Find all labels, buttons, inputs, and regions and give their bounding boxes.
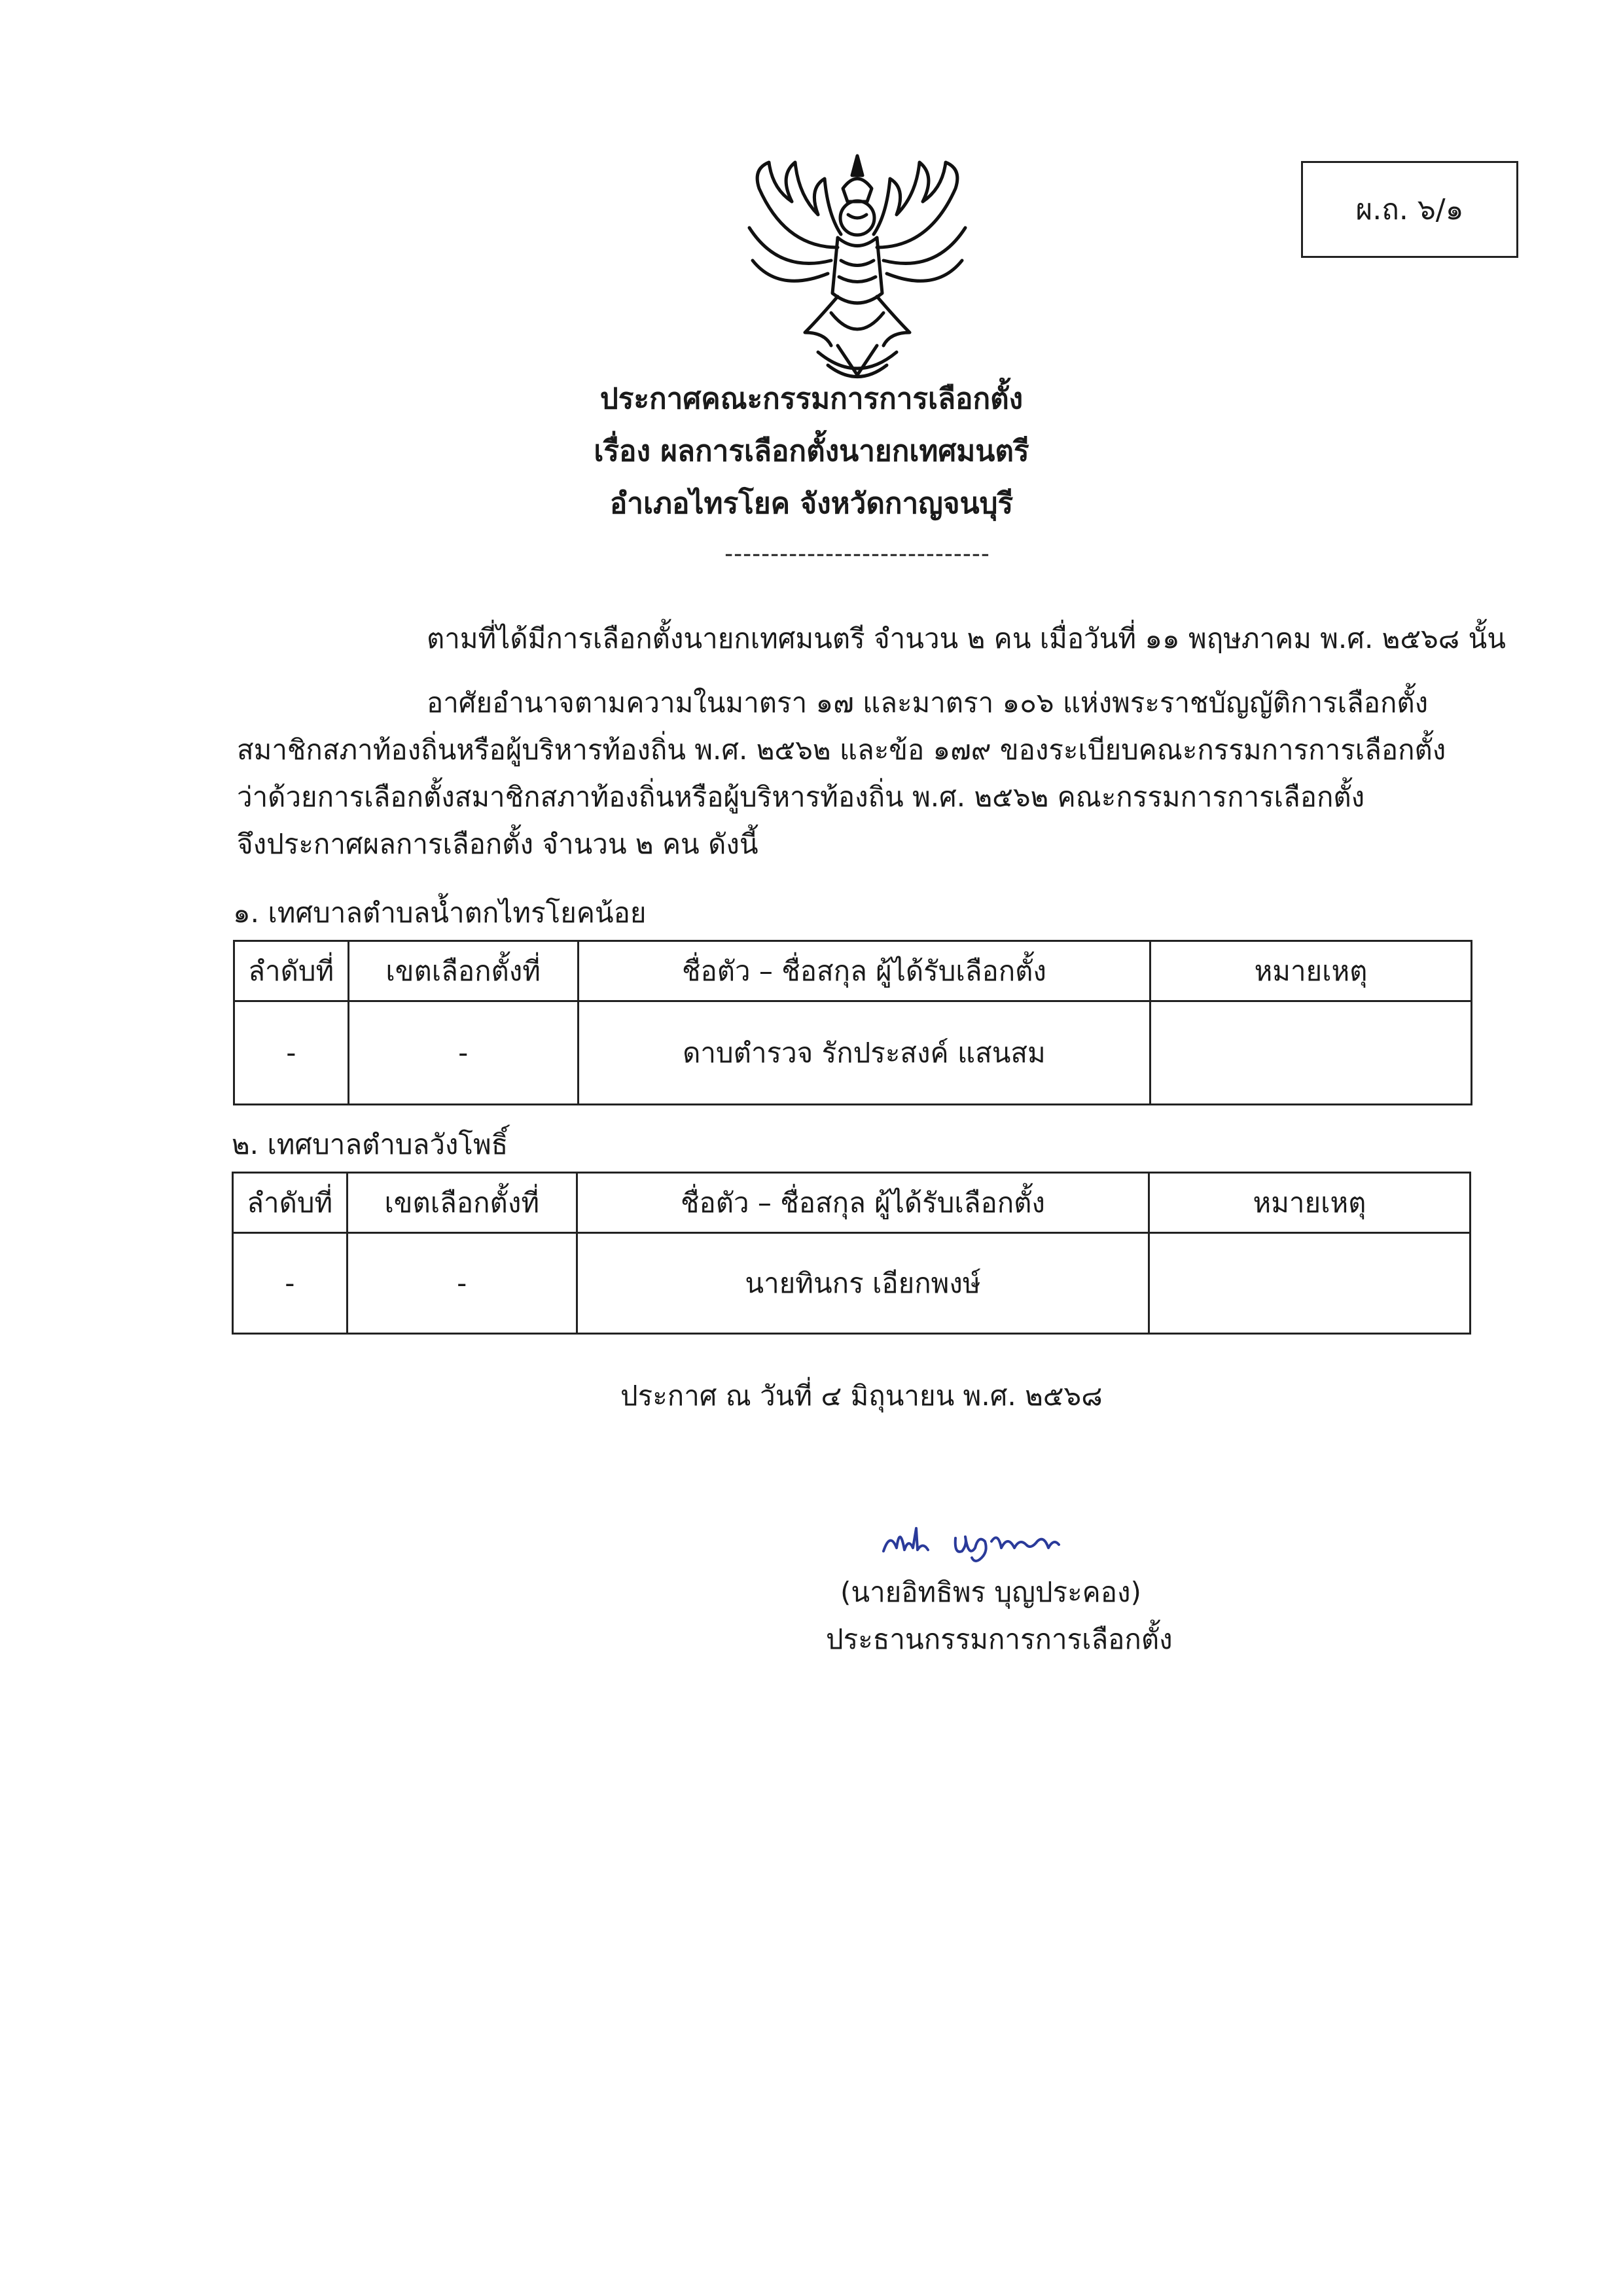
cell-remark — [1150, 1001, 1472, 1105]
table-header-row — [234, 941, 1472, 1001]
heading-line-3: อำเภอไทรโยค จังหวัดกาญจนบุรี — [609, 487, 1014, 520]
signer-name: (นายอิทธิพร บุญประคอง) — [840, 1576, 1141, 1608]
table-header-row — [233, 1173, 1471, 1233]
cell-remark — [1149, 1233, 1471, 1334]
header-order: ลำดับที่ — [233, 1173, 348, 1233]
result-table-2 — [232, 1172, 1471, 1335]
result-table-1 — [233, 940, 1472, 1105]
table-row — [233, 1233, 1471, 1334]
header-district: เขตเลือกตั้งที่ — [348, 941, 578, 1001]
cell-district: - — [348, 1001, 578, 1105]
paragraph-2-line-4: จึงประกาศผลการเลือกตั้ง จำนวน ๒ คน ดังนี้ — [237, 828, 758, 860]
header-order: ลำดับที่ — [234, 941, 349, 1001]
signature-icon — [877, 1512, 1113, 1571]
garuda-emblem-icon — [733, 149, 982, 391]
form-code-box — [1301, 161, 1518, 258]
table-row — [234, 1001, 1472, 1105]
form-code: ผ.ถ. ๖/๑ — [1355, 193, 1464, 226]
heading-separator: ----------------------------- — [724, 541, 990, 567]
cell-district: - — [347, 1233, 577, 1334]
header-remark: หมายเหตุ — [1150, 941, 1472, 1001]
paragraph-2-line-3: ว่าด้วยการเลือกตั้งสมาชิกสภาท้องถิ่นหรือผู้บริหารท้องถิ่น พ.ศ. ๒๕๖๒ คณะกรรมการการเลือกตั้ง — [237, 781, 1365, 813]
cell-order: - — [233, 1233, 348, 1334]
section-title-2: ๒. เทศบาลตำบลวังโพธิ์ — [232, 1128, 508, 1160]
cell-name: ดาบตำรวจ รักประสงค์ แสนสม — [578, 1001, 1150, 1105]
cell-name: นายทินกร เอียกพงษ์ — [577, 1233, 1149, 1334]
header-remark: หมายเหตุ — [1149, 1173, 1471, 1233]
paragraph-1: ตามที่ได้มีการเลือกตั้งนายกเทศมนตรี จำนวน ๒ คน เมื่อวันที่ ๑๑ พฤษภาคม พ.ศ. ๒๕๖๘ นั้น — [427, 622, 1506, 655]
cell-order: - — [234, 1001, 349, 1105]
signer-position: ประธานกรรมการการเลือกตั้ง — [826, 1623, 1173, 1655]
heading-line-2: เรื่อง ผลการเลือกตั้งนายกเทศมนตรี — [594, 435, 1029, 468]
heading-line-1: ประกาศคณะกรรมการการเลือกตั้ง — [599, 382, 1024, 416]
paragraph-2-line-2: สมาชิกสภาท้องถิ่นหรือผู้บริหารท้องถิ่น พ.ศ. ๒๕๖๒ และข้อ ๑๗๙ ของระเบียบคณะกรรมการการเลือกตั้ง — [237, 734, 1446, 766]
announcement-date: ประกาศ ณ วันที่ ๔ มิถุนายน พ.ศ. ๒๕๖๘ — [620, 1380, 1103, 1412]
section-title-1: ๑. เทศบาลตำบลน้ำตกไทรโยคน้อย — [233, 897, 647, 929]
header-name: ชื่อตัว – ชื่อสกุล ผู้ได้รับเลือกตั้ง — [577, 1173, 1149, 1233]
header-district: เขตเลือกตั้งที่ — [347, 1173, 577, 1233]
paragraph-2-line-1: อาศัยอำนาจตามความในมาตรา ๑๗ และมาตรา ๑๐๖ แห่งพระราชบัญญัติการเลือกตั้ง — [427, 687, 1429, 719]
header-name: ชื่อตัว – ชื่อสกุล ผู้ได้รับเลือกตั้ง — [578, 941, 1150, 1001]
